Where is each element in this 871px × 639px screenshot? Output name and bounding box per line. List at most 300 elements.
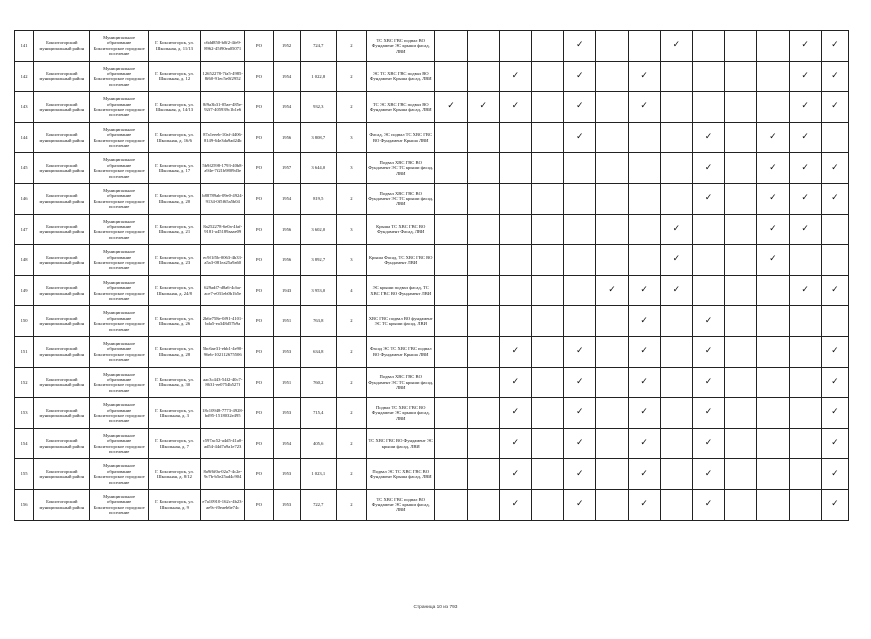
status-cell [757,428,789,459]
check-icon: ✓ [511,376,520,387]
check-icon: ✓ [831,101,839,112]
check-icon: ✓ [576,40,584,51]
status-cell [789,428,821,459]
floors-cell: 3 [336,214,366,245]
table-row [15,122,849,153]
district-cell: Бокситогорский муниципальный район [34,489,90,520]
row-number: 150 [15,306,34,337]
work-list-cell: ТС ХВС ГВС подвал ВО Фундамент ЭС крыши фасад, ЛВИ [367,31,435,62]
status-cell [467,183,499,214]
housing-register-table [14,30,849,521]
status-cell [660,306,692,337]
address-cell: Г. Бокситогорск, ул. Школьная, д. 14/13 [148,92,200,123]
check-icon: ✓ [511,499,520,510]
status-cell [467,61,499,92]
status-cell [435,245,467,276]
status-cell [532,245,564,276]
area-cell: 1 022,8 [300,61,336,92]
floors-cell: 2 [336,31,366,62]
check-icon: ✓ [640,315,648,326]
address-cell: Г. Бокситогорск, ул. Школьная, д. 11/13 [148,31,200,62]
status-cell [789,367,821,398]
type-cell: РО [245,92,273,123]
address-cell: Г. Бокситогорск, ул. Школьная, д. 21 [148,214,200,245]
status-cell [757,275,789,306]
status-cell [628,122,660,153]
row-number: 144 [15,122,34,153]
row-number: 147 [15,214,34,245]
area-cell: 405,6 [300,428,336,459]
check-icon: ✓ [672,285,681,296]
status-cell [596,489,628,520]
check-icon: ✓ [640,438,648,449]
check-icon: ✓ [576,438,584,449]
settlement-cell: Муниципальное образование Бокситогорское городское поселение [90,31,148,62]
settlement-cell: Муниципальное образование Бокситогорское городское поселение [90,245,148,276]
check-icon: ✓ [447,101,455,112]
check-icon: ✓ [831,346,839,357]
status-cell [532,31,564,62]
status-cell [628,336,660,367]
row-number: 152 [15,367,34,398]
row-number: 143 [15,92,34,123]
table-row [15,92,849,123]
check-icon: ✓ [640,285,648,296]
status-cell [725,245,757,276]
row-number: 149 [15,275,34,306]
status-cell [435,214,467,245]
area-cell: 3 808,7 [300,122,336,153]
floors-cell: 2 [336,183,366,214]
status-cell [532,61,564,92]
status-cell [564,336,596,367]
status-cell [628,275,660,306]
check-icon: ✓ [769,162,777,173]
year-cell: 1956 [273,122,300,153]
status-cell [596,183,628,214]
check-icon: ✓ [704,438,713,449]
status-cell [757,306,789,337]
page-footer: Страница 10 из 793 [413,605,458,610]
check-icon: ✓ [640,468,648,479]
type-cell: РО [245,153,273,184]
guid-cell: 5bc6ae31-ebb1-4e90-96eb-102112675506 [201,336,245,367]
type-cell: РО [245,306,273,337]
status-cell [821,153,848,184]
type-cell: РО [245,275,273,306]
status-cell [725,61,757,92]
type-cell: РО [245,367,273,398]
area-cell: 1 023,1 [300,459,336,490]
status-cell [789,398,821,429]
status-cell [499,153,531,184]
status-cell [596,214,628,245]
status-cell [757,31,789,62]
work-list-cell: Крыша Фасад, ТС ХВС ГВС ВО Фундамент ЛВИ [367,245,435,276]
check-icon: ✓ [704,468,713,479]
status-cell [725,459,757,490]
type-cell: РО [245,183,273,214]
district-cell: Бокситогорский муниципальный район [34,306,90,337]
type-cell: РО [245,459,273,490]
floors-cell: 2 [336,92,366,123]
status-cell [789,122,821,153]
status-cell [435,428,467,459]
status-cell [789,183,821,214]
floors-cell: 2 [336,428,366,459]
table-row [15,398,849,429]
status-cell [435,489,467,520]
status-cell [467,428,499,459]
status-cell [564,214,596,245]
check-icon: ✓ [576,101,584,112]
status-cell [564,459,596,490]
status-cell [564,275,596,306]
status-cell [467,153,499,184]
address-cell: Г. Бокситогорск, ул. Школьная, д. 20 [148,183,200,214]
address-cell: Г. Бокситогорск, ул. Школьная, д. 9 [148,489,200,520]
floors-cell: 2 [336,306,366,337]
year-cell: 1957 [273,153,300,184]
status-cell [532,398,564,429]
status-cell [628,61,660,92]
status-cell [821,122,848,153]
district-cell: Бокситогорский муниципальный район [34,459,90,490]
status-cell [435,153,467,184]
table-row [15,31,849,62]
status-cell [692,31,724,62]
check-icon: ✓ [576,346,584,357]
check-icon: ✓ [511,438,520,449]
check-icon: ✓ [831,70,839,81]
work-list-cell: Крыша ТС ХВС ГВС ВО Фундамент Фасад, ЛВИ [367,214,435,245]
status-cell [564,61,596,92]
status-cell [564,367,596,398]
check-icon: ✓ [801,70,809,81]
year-cell: 1953 [273,398,300,429]
work-list-cell: ЭС ТС ХВС ГВС подвал ВО Фундамент Крыша фасад, ЛВИ [367,61,435,92]
check-icon: ✓ [831,438,839,449]
status-cell [564,489,596,520]
year-cell: 1954 [273,61,300,92]
status-cell [725,31,757,62]
status-cell [564,245,596,276]
address-cell: Г. Бокситогорск, ул. Школьная, д. 16/6 [148,122,200,153]
check-icon: ✓ [479,101,487,112]
guid-cell: 12652278-7fa5-4985-8f60-91ec5e0f2952 [201,61,245,92]
address-cell: Г. Бокситогорск, ул. Школьная, д. 24/8 [148,275,200,306]
guid-cell: e7a10910-162c-4b23-ae9c-f0eaeb6e74c [201,489,245,520]
status-cell [821,336,848,367]
year-cell: 1953 [273,489,300,520]
address-cell: Г. Бокситогорск, ул. Школьная, д. 8/12 [148,459,200,490]
status-cell [725,92,757,123]
status-cell [757,459,789,490]
status-cell [660,428,692,459]
check-icon: ✓ [801,101,809,112]
status-cell [628,489,660,520]
address-cell: Г. Бокситогорск, ул. Школьная, д. 26 [148,306,200,337]
status-cell [821,459,848,490]
status-cell [564,92,596,123]
area-cell: 634,8 [300,336,336,367]
status-cell [757,61,789,92]
status-cell [725,183,757,214]
row-number: 146 [15,183,34,214]
table-row [15,428,849,459]
status-cell [628,398,660,429]
floors-cell: 3 [336,153,366,184]
settlement-cell: Муниципальное образование Бокситогорское городское поселение [90,275,148,306]
status-cell [435,275,467,306]
status-cell [532,92,564,123]
status-cell [660,183,692,214]
check-icon: ✓ [801,223,809,234]
check-icon: ✓ [704,346,713,357]
status-cell [628,92,660,123]
check-icon: ✓ [511,346,520,357]
guid-cell: c6dd850-b0f2-4fe9-8962-45f90ea05071 [201,31,245,62]
check-icon: ✓ [704,193,713,204]
status-cell [435,367,467,398]
status-cell [628,306,660,337]
status-cell [725,398,757,429]
check-icon: ✓ [640,499,648,510]
row-number: 145 [15,153,34,184]
status-cell [499,92,531,123]
status-cell [532,214,564,245]
settlement-cell: Муниципальное образование Бокситогорское городское поселение [90,306,148,337]
type-cell: РО [245,336,273,367]
status-cell [692,336,724,367]
status-cell [435,183,467,214]
guid-cell: 5b9f2598-1793-40b8-a94e-7f21b9809d3e [201,153,245,184]
status-cell [564,428,596,459]
district-cell: Бокситогорский муниципальный район [34,61,90,92]
status-cell [628,183,660,214]
status-cell [692,153,724,184]
floors-cell: 4 [336,275,366,306]
check-icon: ✓ [576,132,584,143]
status-cell [757,214,789,245]
area-cell: 819,5 [300,183,336,214]
status-cell [435,61,467,92]
settlement-cell: Муниципальное образование Бокситогорское городское поселение [90,398,148,429]
area-cell: 722,7 [300,489,336,520]
status-cell [757,336,789,367]
check-icon: ✓ [576,468,584,479]
settlement-cell: Муниципальное образование Бокситогорское городское поселение [90,336,148,367]
status-cell [660,92,692,123]
address-cell: Г. Бокситогорск, ул. Школьная, д. 17 [148,153,200,184]
status-cell [564,122,596,153]
status-cell [725,367,757,398]
status-cell [532,153,564,184]
area-cell: 3 602,0 [300,214,336,245]
district-cell: Бокситогорский муниципальный район [34,122,90,153]
year-cell: 1953 [273,459,300,490]
table-body [15,31,849,521]
status-cell [692,275,724,306]
status-cell [435,398,467,429]
table-row [15,489,849,520]
address-cell: Г. Бокситогорск, ул. Школьная, д. 30 [148,367,200,398]
status-cell [596,61,628,92]
status-cell [692,489,724,520]
floors-cell: 2 [336,398,366,429]
status-cell [692,367,724,398]
status-cell [821,367,848,398]
status-cell [499,428,531,459]
check-icon: ✓ [769,254,777,265]
status-cell [596,245,628,276]
year-cell: 1951 [273,306,300,337]
status-cell [660,336,692,367]
status-cell [789,306,821,337]
check-icon: ✓ [801,132,809,143]
type-cell: РО [245,428,273,459]
area-cell: 760,2 [300,367,336,398]
year-cell: 1952 [273,31,300,62]
status-cell [628,367,660,398]
status-cell [467,214,499,245]
check-icon: ✓ [831,285,839,296]
check-icon: ✓ [608,285,616,296]
status-cell [821,214,848,245]
status-cell [692,428,724,459]
area-cell: 763,8 [300,306,336,337]
status-cell [757,367,789,398]
status-cell [692,245,724,276]
check-icon: ✓ [704,499,713,510]
status-cell [467,275,499,306]
status-cell [725,306,757,337]
status-cell [499,336,531,367]
floors-cell: 2 [336,336,366,367]
row-number: 154 [15,428,34,459]
check-icon: ✓ [831,376,839,387]
settlement-cell: Муниципальное образование Бокситогорское городское поселение [90,183,148,214]
type-cell: РО [245,489,273,520]
status-cell [499,367,531,398]
district-cell: Бокситогорский муниципальный район [34,336,90,367]
work-list-cell: ТС ЭС ХВС ГВС подвал ВО Фундамент Крыша фасад, ЛВИ [367,92,435,123]
area-cell: 724,7 [300,31,336,62]
status-cell [532,489,564,520]
guid-cell: b88789ab-09e0-4924-9134-0f5f65a5b04 [201,183,245,214]
year-cell: 1943 [273,275,300,306]
type-cell: РО [245,122,273,153]
check-icon: ✓ [704,132,713,143]
status-cell [467,31,499,62]
status-cell [564,306,596,337]
area-cell: 3 953,0 [300,275,336,306]
row-number: 141 [15,31,34,62]
guid-cell: c597ac52-a4d5-41a0-ad54-44d7a9a1e723 [201,428,245,459]
status-cell [499,245,531,276]
year-cell: 1951 [273,367,300,398]
table-row [15,459,849,490]
type-cell: РО [245,214,273,245]
status-cell [789,245,821,276]
status-cell [660,275,692,306]
guid-cell: 8f9a3b31-05ae-485e-92f7-405939c1b1e6 [201,92,245,123]
status-cell [499,489,531,520]
status-cell [757,122,789,153]
status-cell [596,336,628,367]
status-cell [821,398,848,429]
status-cell [628,428,660,459]
check-icon: ✓ [576,499,584,510]
guid-cell: 8a9f6f0a-02a7-4c2e-9c7b-b5e25ad4c904 [201,459,245,490]
year-cell: 1954 [273,183,300,214]
table-row [15,306,849,337]
status-cell [596,459,628,490]
check-icon: ✓ [801,162,809,173]
area-cell: 3 892,7 [300,245,336,276]
check-icon: ✓ [769,132,777,143]
settlement-cell: Муниципальное образование Бокситогорское городское поселение [90,92,148,123]
check-icon: ✓ [801,193,809,204]
check-icon: ✓ [511,70,520,81]
status-cell [596,122,628,153]
work-list-cell: ХВС ГВС подвал ВО фундамент ЭС ТС крыши фасад, ЛВИ [367,306,435,337]
status-cell [789,214,821,245]
floors-cell: 3 [336,122,366,153]
check-icon: ✓ [576,407,584,418]
status-cell [467,122,499,153]
status-cell [757,245,789,276]
table-row [15,61,849,92]
table-row [15,367,849,398]
status-cell [499,183,531,214]
status-cell [660,245,692,276]
status-cell [564,398,596,429]
check-icon: ✓ [511,101,520,112]
address-cell: Г. Бокситогорск, ул. Школьная, д. 28 [148,336,200,367]
status-cell [564,183,596,214]
guid-cell: 18c10948-7773-4928-bd95-1518032e495 [201,398,245,429]
district-cell: Бокситогорский муниципальный район [34,428,90,459]
status-cell [660,459,692,490]
status-cell [725,214,757,245]
check-icon: ✓ [831,162,839,173]
check-icon: ✓ [769,193,777,204]
check-icon: ✓ [801,285,809,296]
status-cell [596,398,628,429]
type-cell: РО [245,31,273,62]
status-cell [467,336,499,367]
check-icon: ✓ [831,499,839,510]
status-cell [499,31,531,62]
status-cell [660,31,692,62]
table-row [15,245,849,276]
status-cell [596,367,628,398]
status-cell [596,92,628,123]
guid-cell: 629adf7-d8a6-4cba-ace7-e031eb0b1b5e [201,275,245,306]
check-icon: ✓ [769,223,777,234]
guid-cell: ec9f1f5b-0063-4b33-a5a3-081ea25a9a60 [201,245,245,276]
district-cell: Бокситогорский муниципальный район [34,92,90,123]
status-cell [532,336,564,367]
guid-cell: 87a1eeeb-10af-4406-8149-64e3da9ad24b [201,122,245,153]
floors-cell: 2 [336,367,366,398]
status-cell [821,306,848,337]
table-row [15,153,849,184]
status-cell [789,336,821,367]
status-cell [628,31,660,62]
status-cell [821,183,848,214]
